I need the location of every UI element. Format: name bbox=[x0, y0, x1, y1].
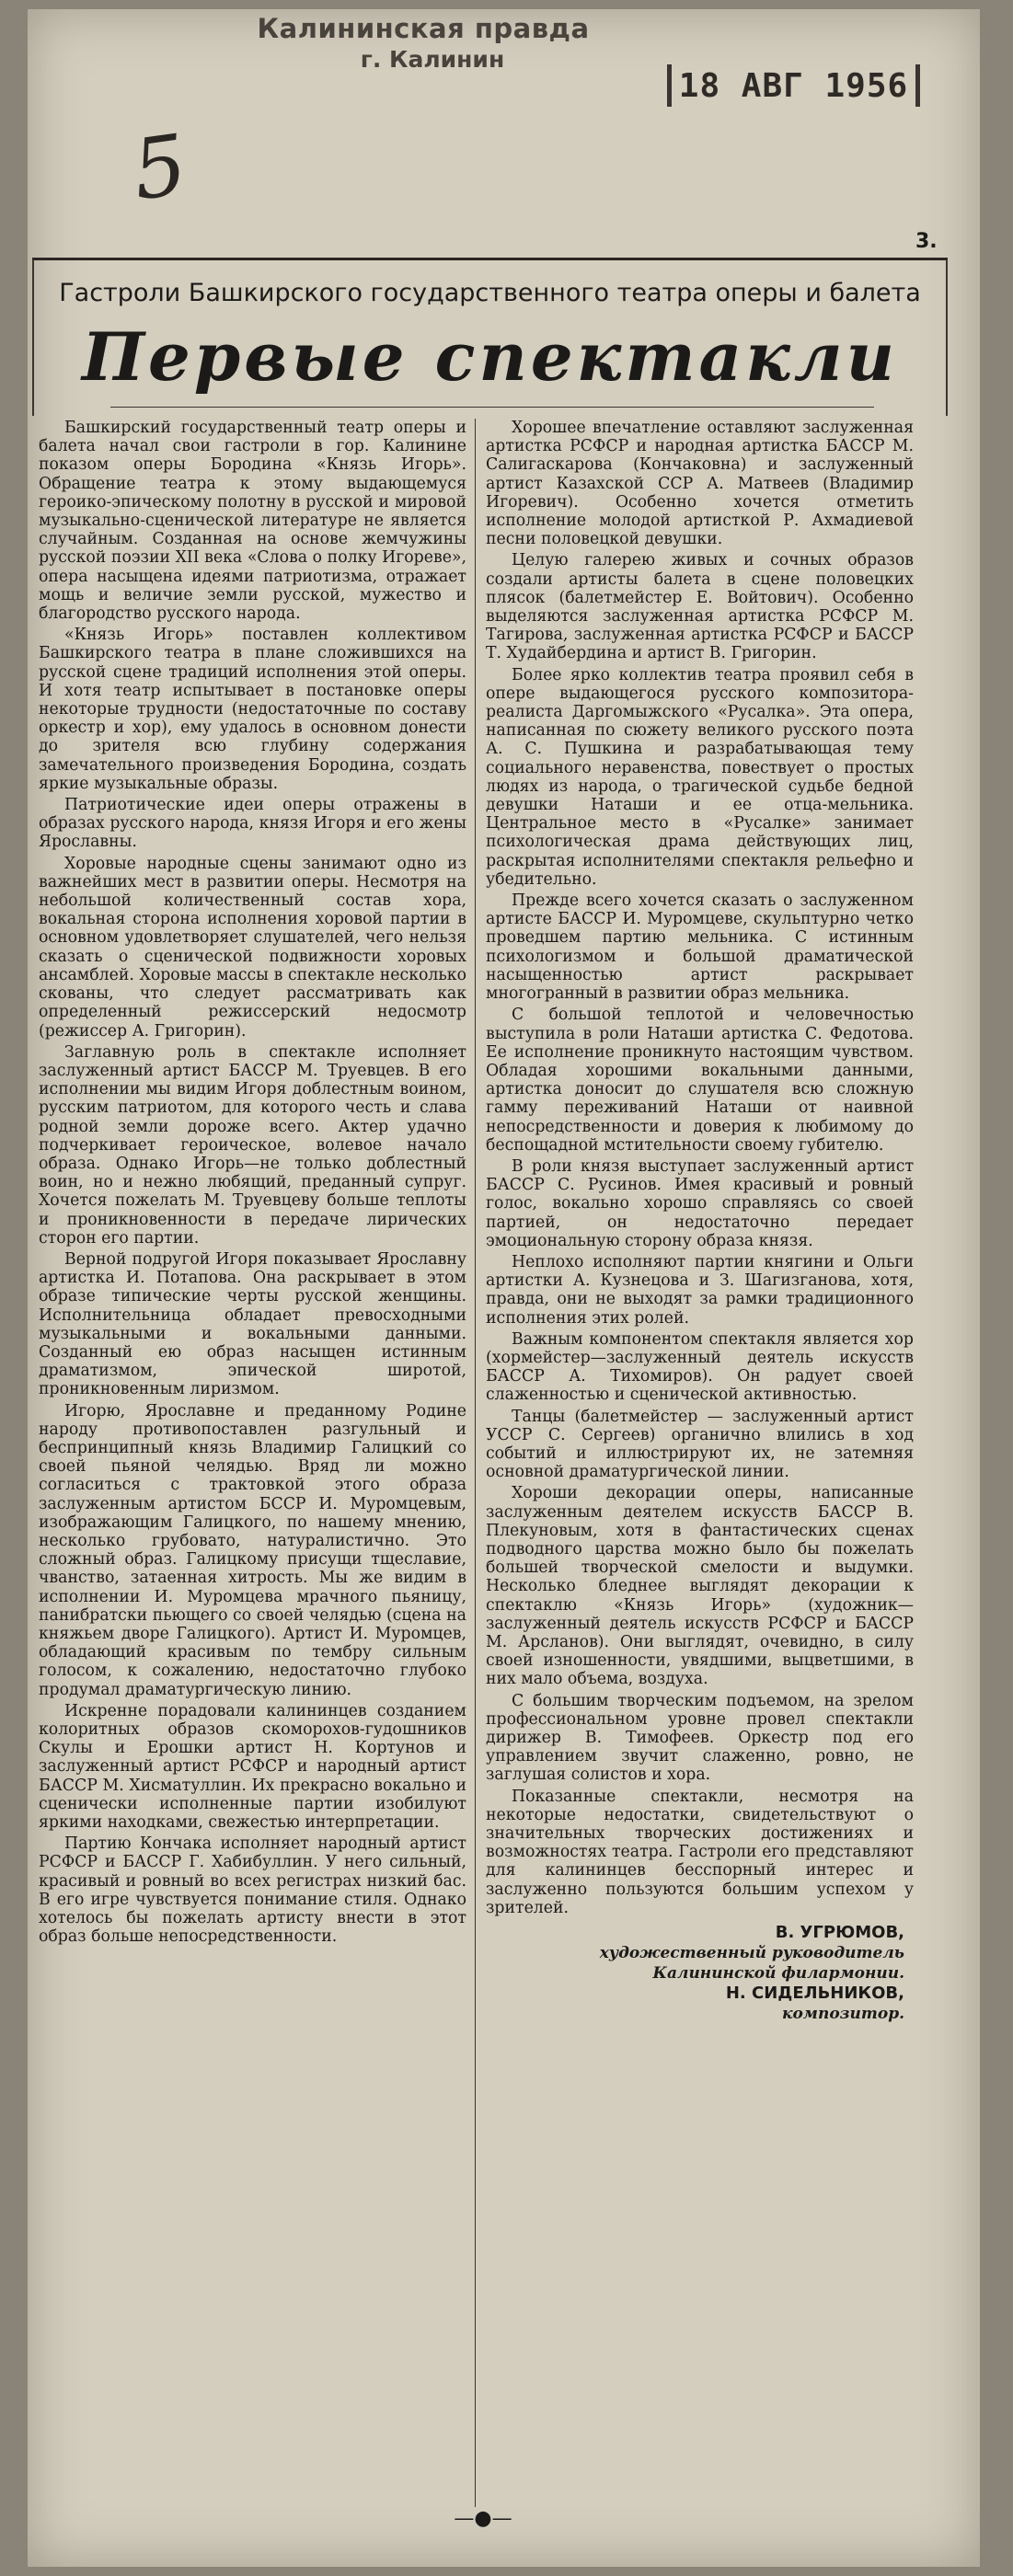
stamp-date: 18 АВГ 1956 bbox=[667, 64, 920, 107]
handwritten-mark: 5 bbox=[126, 116, 193, 220]
paragraph: С большой теплотой и человечностью выступила в роли Наташи артистка С. Федотова. Ее исполнение проникнуто настоящим чувством. Обладая хорошими вокальными данными, артистка доносит до слушателя всю сложную гамму переживаний Наташи от наивной непосредственности и доверия к любимому до беспощадной мстительности своему губителю. bbox=[486, 1006, 914, 1155]
paragraph: Партию Кончака исполняет народный артист РСФСР и БАССР Г. Хабибуллин. У него сильный, красивый и ровный во всех регистрах низкий бас. В его игре чувствуется понимание стиля. Однако хотелось бы пожелать артисту внести в этот образ больше непосредственности. bbox=[39, 1834, 466, 1947]
stamp-city: г. Калинин bbox=[360, 46, 505, 73]
paragraph: В роли князя выступает заслуженный артист БАССР С. Русинов. Имея красивый и ровный голос, вокально хорошо справляясь со своей партией, он недостаточно передает эмоциональную сторону образа князя. bbox=[486, 1156, 914, 1250]
signature-role: художественный руководитель Калининской филармонии. bbox=[599, 1944, 904, 1984]
paragraph: «Князь Игорь» поставлен коллективом Башкирского театра в плане сложившихся на русской сцене традиций исполнения этой оперы. И хотя театр испытывает в постановке оперы некоторые трудности (недостаточные по составу оркестр и хор), ему удалось в основном донести до зрителя всю глубину содержания замечательного произведения Бородина, создать яркие музыкальные образы. bbox=[39, 626, 466, 793]
right-column bbox=[486, 419, 914, 2024]
paragraph: Неплохо исполняют партии княгини и Ольги артистки А. Кузнецова и З. Шагизганова, хотя, правда, они не выходят за рамки традиционного исполнения этих ролей. bbox=[486, 1252, 914, 1328]
signature-name: В. УГРЮМОВ, bbox=[775, 1923, 904, 1943]
paragraph: Верной подругой Игоря показывает Ярославну артистка И. Потапова. Она раскрывает в этом образе типические черты русской женщины. Исполнительница обладает превосходными музыкальными и вокальными данными. Созданный ею образ насыщен истинным драматизмом, эпической широтой, проникновенным лиризмом. bbox=[39, 1249, 466, 1399]
column-divider bbox=[475, 419, 476, 2507]
paragraph: Башкирский государственный театр оперы и балета начал свои гастроли в гор. Калинине показом оперы Бородина «Князь Игорь». Обращение театра к этому выдающемуся героико-эпическому полотну в русской и мировой музыкально-сценической литературе не является случайным. Созданная на основе жемчужины русской поэзии XII века «Слова о полку Игореве», опера насыщена идеями патриотизма, отражает мощь и величие земли русской, мужество и благородство русского народа. bbox=[39, 419, 466, 624]
paragraph: Хорошее впечатление оставляют заслуженная артистка РСФСР и народная артистка БАССР М. Салигаскарова (Кончаковна) и заслуженный артист Казахской ССР А. Матвеев (Владимир Игоревич). Особенно хочется отметить исполнение молодой артисткой Р. Ахмадиевой песни половецкой девушки. bbox=[486, 419, 914, 549]
stamp-newspaper-name: Калининская правда bbox=[257, 13, 590, 44]
end-ornament: —●— bbox=[454, 2507, 512, 2530]
page-number: 3. bbox=[915, 230, 938, 253]
signature-block bbox=[486, 1923, 914, 2024]
paragraph: Патриотические идеи оперы отражены в образах русского народа, князя Игоря и его жены Ярославны. bbox=[39, 796, 466, 852]
paragraph: С большим творческим подъемом, на зрелом профессиональном уровне провел спектакли дирижер В. Тимофеев. Оркестр под его управлением звучит слаженно, ровно, не заглушая солистов и хора. bbox=[486, 1691, 914, 1785]
paragraph: Искренне порадовали калининцев созданием колоритных образов скоморохов-гудошников Скулы и Ерошки артист Н. Кортунов и заслуженный артист РСФСР и народный артист БАССР М. Хисматуллин. Их прекрасно вокально и сценически исполненные партии изобилуют яркими находками, свежестью интерпретации. bbox=[39, 1701, 466, 1833]
paragraph: Целую галерею живых и сочных образов создали артисты балета в сцене половецких плясок (балетмейстер Е. Войтович). Особенно выделяются заслуженная артистка РСФСР М. Тагирова, заслуженная артистка РСФСР и БАССР Т. Худайбердина и артист В. Григорин. bbox=[486, 551, 914, 663]
paragraph: Прежде всего хочется сказать о заслуженном артисте БАССР И. Муромцеве, скульптурно четко проведшем партию мельника. С истинным психологизмом и большой драматической насыщенностью артист раскрывает многогранный в развитии образ мельника. bbox=[486, 891, 914, 1004]
paragraph: Важным компонентом спектакля является хор (хормейстер—заслуженный деятель искусств БАССР А. Тихомиров). Он радует своей слаженностью и сценической активностью. bbox=[486, 1329, 914, 1405]
paragraph: Хороши декорации оперы, написанные заслуженным деятелем искусств БАССР В. Плекуновым, хотя в фантастических сценах подводного царства можно было бы пожелать большей творческой смелости и выдумки. Несколько бледнее выглядят декорации к спектаклю «Князь Игорь» (художник—заслуженный деятель искусств РСФСР и БАССР М. Арсланов). Они выглядят, очевидно, в силу своей изношенности, увядшими, выцветшими, в них мало объема, воздуха. bbox=[486, 1484, 914, 1689]
left-column bbox=[39, 419, 466, 1949]
header-rule bbox=[110, 407, 874, 408]
signature-role: композитор. bbox=[781, 2005, 904, 2024]
paragraph: Более ярко коллектив театра проявил себя в опере выдающегося русского композитора-реалиста Даргомыжского «Русалка». Эта опера, написанная по сюжету великого русского поэта А. С. Пушкина и разрабатывающая тему социального неравенства, повествует о простых людях из народа, о трагической судьбе бедной девушки Наташи и ее отца-мельника. Центральное место в «Русалке» занимает психологическая драма действующих лиц, раскрытая исполнителями спектакля рельефно и убедительно. bbox=[486, 665, 914, 889]
paragraph: Заглавную роль в спектакле исполняет заслуженный артист БАССР М. Труевцев. В его исполнении мы видим Игоря доблестным воином, русским патриотом, для которого честь и слава родной земли дороже всего. Актер удачно подчеркивает героическое, волевое начало образа. Однако Игорь—не только доблестный воин, но и нежно любящий, преданный супруг. Хочется пожелать М. Труевцеву больше теплоты и проникновенности в передаче лирических сторон его партии. bbox=[39, 1042, 466, 1248]
paragraph: Хоровые народные сцены занимают одно из важнейших мест в развитии оперы. Несмотря на небольшой количественный состав хора, вокальная сторона исполнения хоровой партии в основном удовлетворяет слушателей, чего нельзя сказать о сценической подвижности хоровых ансамблей. Хоровые массы в спектакле несколько скованы, что следует рассматривать как определенный режиссерский недосмотр (режиссер А. Григорин). bbox=[39, 854, 466, 1041]
signature-name: Н. СИДЕЛЬНИКОВ, bbox=[725, 1984, 904, 2004]
article-headline: Первые спектакли bbox=[82, 317, 898, 396]
paragraph: Игорю, Ярославне и преданному Родине народу противопоставлен разгульный и беспринципный князь Владимир Галицкий со своей пьяной челядью. Вряд ли можно согласиться с трактовкой этого образа заслуженным артистом БССР И. Муромцевым, изображающим Галицкого, по нашему мнению, несколько грубовато, натуралистично. Это сложный образ. Галицкому присущи тщеславие, чванство, затаенная хитрость. Мы же видим в исполнении И. Муромцева мрачного пьяницу, панибратски пьющего со своей челядью (сцена на княжьем дворе Галицкого). Артист И. Муромцев, обладающий красивым по тембру сильным голосом, к сожалению, недостаточно глубоко продумал драматургическую линию. bbox=[39, 1401, 466, 1699]
article-subhead: Гастроли Башкирского государственного театра оперы и балета bbox=[59, 279, 921, 307]
paragraph: Показанные спектакли, несмотря на некоторые недостатки, свидетельствуют о значительных творческих достижениях и возможностях театра. Гастроли его представляют для калининцев бесспорный интерес и заслуженно пользуются большим успехом у зрителей. bbox=[486, 1787, 914, 1917]
paragraph: Танцы (балетмейстер — заслуженный артист УССР С. Сергеев) органично влились в ход событий и иллюстрируют их, не затемняя основной драматургической линии. bbox=[486, 1407, 914, 1482]
